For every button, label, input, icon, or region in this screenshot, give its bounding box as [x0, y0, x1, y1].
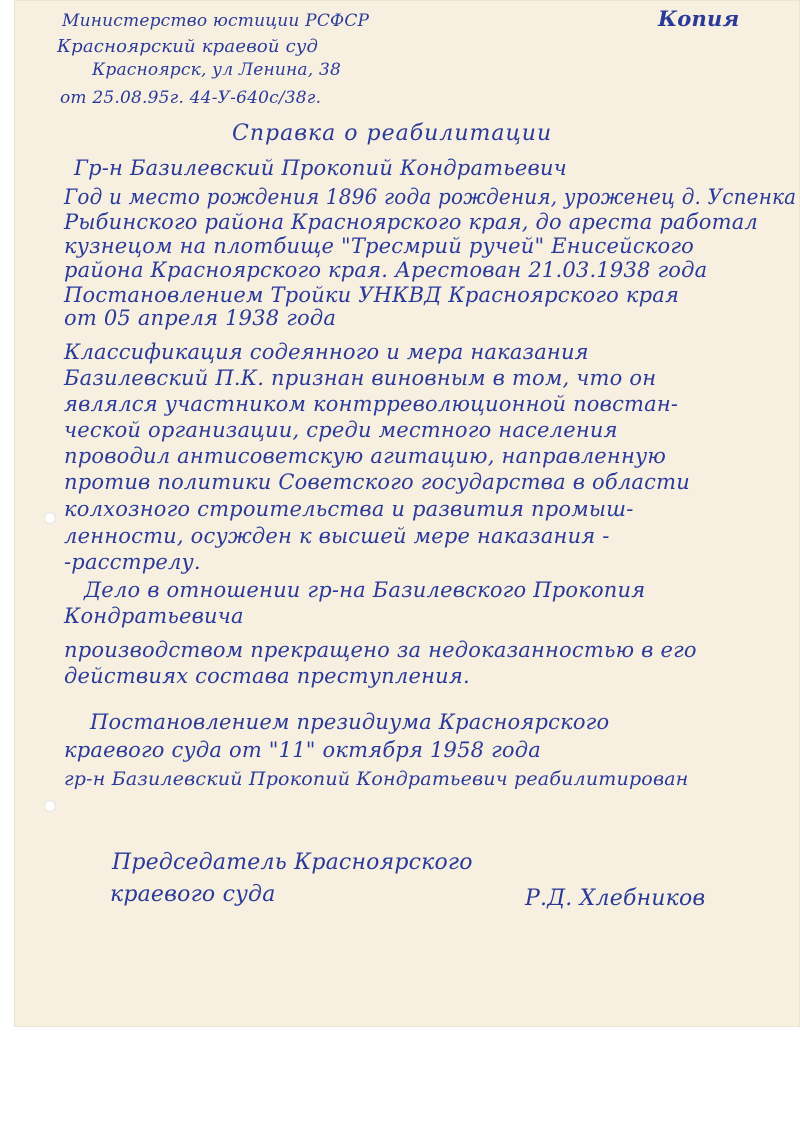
bio-line: Год и место рождения 1896 года рождения, уроженец д. Успенка: [64, 185, 797, 209]
case-line: Дело в отношении гр-на Базилевского Прокопия: [84, 578, 646, 602]
case-line: действиях состава преступления.: [64, 664, 470, 688]
charge-line: Базилевский П.К. признан виновным в том, что он: [64, 366, 657, 390]
charge-heading: Классификация содеянного и мера наказания: [64, 340, 589, 364]
punch-hole: [44, 800, 56, 812]
person-line: Гр-н Базилевский Прокопий Кондратьевич: [74, 156, 567, 180]
charge-line: колхозного строительства и развития промыш-: [64, 497, 634, 521]
charge-line: ческой организации, среди местного населения: [64, 418, 618, 442]
signature-name: Р.Д. Хлебников: [525, 886, 706, 911]
header-court: Красноярский краевой суд: [57, 36, 319, 57]
bio-line: от 05 апреля 1938 года: [64, 306, 337, 330]
resolution-line: краевого суда от "11" октября 1958 года: [64, 738, 541, 762]
signature-position: Председатель Красноярского: [112, 850, 473, 875]
charge-line: против политики Советского государства в области: [64, 470, 690, 494]
charge-line: -расстрелу.: [64, 550, 201, 574]
charge-line: являлся участником контрреволюционной повстан-: [64, 392, 679, 416]
header-reference: от 25.08.95г. 44-У-640с/38г.: [60, 88, 322, 108]
resolution-line: Постановлением президиума Красноярского: [90, 710, 610, 734]
bio-line: кузнецом на плотбище "Тресмрий ручей" Енисейского: [64, 234, 695, 258]
header-address: Красноярск, ул Ленина, 38: [92, 60, 342, 80]
case-line: производством прекращено за недоказанностью в его: [64, 638, 697, 662]
punch-hole: [44, 512, 56, 524]
resolution-line: гр-н Базилевский Прокопий Кондратьевич реабилитирован: [64, 768, 689, 790]
case-line: Кондратьевича: [64, 604, 244, 628]
charge-line: проводил антисоветскую агитацию, направленную: [64, 444, 667, 468]
copy-mark: Копия: [658, 6, 740, 31]
document-title: Справка о реабилитации: [232, 121, 553, 146]
header-ministry: Министерство юстиции РСФСР: [62, 11, 370, 31]
signature-position: краевого суда: [110, 882, 276, 907]
bio-line: Рыбинского района Красноярского края, до ареста работал: [64, 210, 758, 234]
bio-line: Постановлением Тройки УНКВД Красноярского края: [64, 283, 680, 307]
bio-line: района Красноярского края. Арестован 21.03.1938 года: [64, 258, 708, 282]
charge-line: ленности, осужден к высшей мере наказания -: [64, 524, 610, 548]
